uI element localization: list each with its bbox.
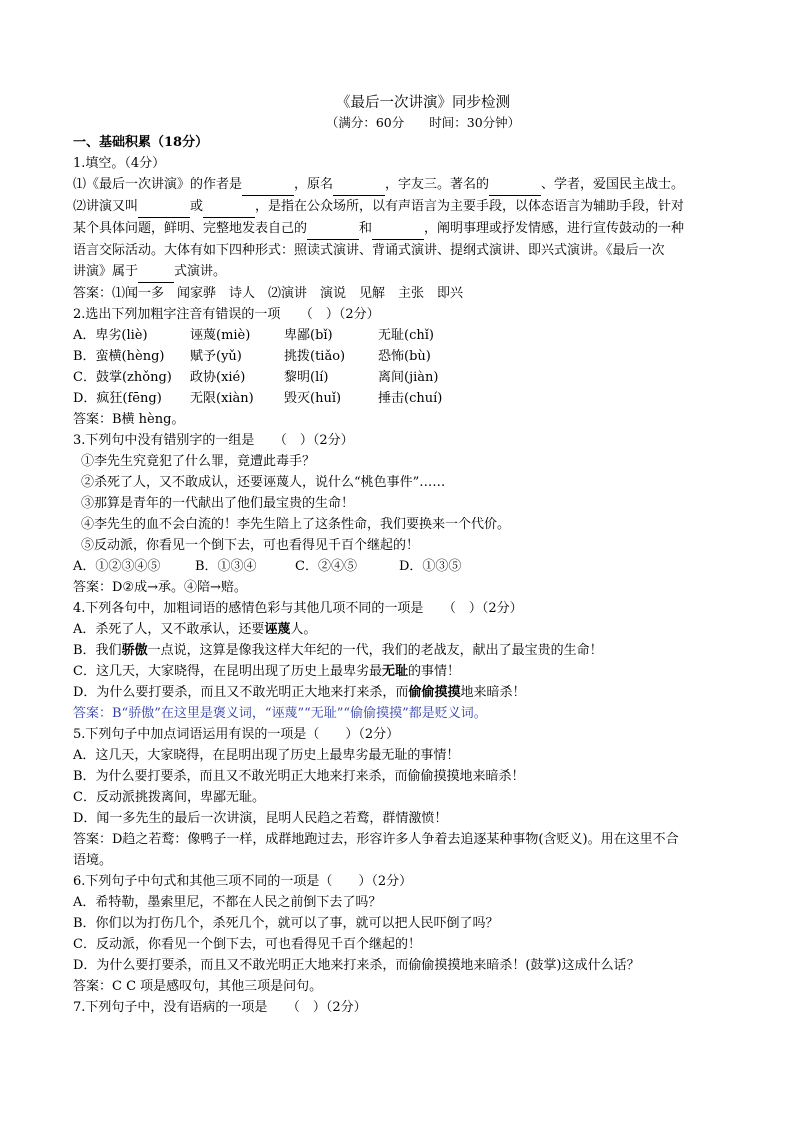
sentence-item: ④李先生的血不会白流的！李先生陪上了这条性命，我们要换来一个代价。 (81, 517, 511, 532)
option-b: B．为什么要打要杀，而且又不敢光明正大地来打来杀，而偷偷摸摸地来暗杀！ (73, 769, 525, 784)
option-cell: 捶击(chuí) (378, 391, 443, 406)
question-3-answer: 答案：D②成→承。④陪→赔。 (73, 580, 247, 595)
question-3-stem: 3.下列句中没有错别字的一组是 （ ）（2分） (73, 433, 354, 448)
option-cell: D．疯狂(fēng) (73, 391, 162, 406)
option-cell: 诬蔑(miè) (190, 328, 251, 343)
page-subtitle: （满分：60分 时间：30分钟） (325, 115, 521, 130)
option-cell: 无限(xiàn) (190, 391, 254, 406)
option-row-c (73, 367, 733, 388)
option-c: C．这几天，大家晓得，在昆明出现了历史上最卑劣最无耻的事情！ (73, 664, 460, 679)
question-5-stem: 5.下列句子中加点词语运用有误的一项是（ ）（2分） (73, 727, 400, 742)
question-6-answer: 答案：C C 项是感叹句，其他三项是问句。 (73, 979, 323, 994)
question-3-options (73, 556, 733, 577)
option-d: D．为什么要打要杀，而且又不敢光明正大地来打来杀，而偷偷摸摸地来暗杀！ (73, 685, 526, 700)
sentence-item: ⑤反动派，你看见一个倒下去，可也看得见千百个继起的！ (81, 538, 420, 553)
option-row-a (73, 325, 733, 346)
sentence-item: ①李先生究竟犯了什么罪，竟遭此毒手？ (81, 454, 316, 469)
question-6-stem: 6.下列句子中句式和其他三项不同的一项是（ ）（2分） (73, 874, 413, 889)
option-c: C．反动派，你看见一个倒下去，可也看得见千百个继起的！ (73, 937, 421, 952)
option-b: B．我们骄傲一点说，这算是像我这样大年纪的一代，我们的老战友，献出了最宝贵的生命！ (73, 643, 603, 658)
question-1-part-2-line-4: 讲演》属于 式演讲。 (73, 261, 733, 283)
option-cell: 挑拨(tiǎo) (284, 349, 346, 364)
page-title: 《最后一次讲演》同步检测 (336, 95, 510, 111)
option-cell: 毁灭(huǐ) (284, 391, 342, 406)
option-a: A．希特勒，墨索里尼，不都在人民之前倒下去了吗？ (73, 895, 382, 910)
question-1-answer: 答案：⑴闻一多 闻家骅 诗人 ⑵演讲 演说 见解 主张 即兴 (73, 286, 464, 301)
blank[interactable] (138, 196, 190, 218)
question-5-answer: 答案：D趋之若鹜：像鸭子一样，成群地跑过去，形容许多人争着去追逐某种事物(含贬义)。用在这里不合 (73, 832, 679, 847)
question-2-stem: 2.选出下列加粗字注音有错误的一项 （ ）（2分） (73, 307, 380, 322)
option-c: C．反动派挑拨离间，卑鄙无耻。 (73, 790, 265, 805)
choice-b[interactable]: B．①③④ (195, 559, 257, 574)
sentence-item: ③那算是青年的一代献出了他们最宝贵的生命！ (81, 496, 355, 511)
option-b: B．你们以为打伤几个，杀死几个，就可以了事，就可以把人民吓倒了吗？ (73, 916, 499, 931)
blank[interactable] (372, 218, 424, 240)
option-cell: 离间(jiàn) (378, 370, 439, 385)
option-cell: 无耻(chǐ) (378, 328, 434, 343)
blank[interactable] (242, 174, 294, 196)
question-5-answer-cont: 语境。 (73, 853, 113, 868)
question-1-part-2-line-2: 某个具体问题，鲜明、完整地发表自己的 和 ，阐明事理或抒发情感，进行宣传鼓动的一种 (73, 218, 733, 240)
blank[interactable] (307, 218, 359, 240)
option-d: D．为什么要打要杀，而且又不敢光明正大地来打来杀，而偷偷摸摸地来暗杀！(鼓掌)这成什么话？ (73, 958, 640, 973)
question-1-part-1: ⑴《最后一次讲演》的作者是 ，原名 ，字友三。著名的 、学者，爱国民主战士。 (73, 174, 733, 196)
question-2-answer: 答案：B横 hèng。 (73, 412, 185, 427)
option-cell: 政协(xié) (190, 370, 246, 385)
option-cell: 卑鄙(bǐ) (284, 328, 333, 343)
option-cell: B．蛮横(hèng) (73, 349, 165, 364)
option-cell: C．鼓掌(zhǒng) (73, 370, 172, 385)
question-1-stem: 1.填空。（4分） (73, 156, 166, 171)
option-cell: 恐怖(bù) (378, 349, 431, 364)
sentence-item: ②杀死了人，又不敢成认，还要诬蔑人，说什么“桃色事件”…… (81, 475, 446, 490)
option-a: A．这几天，大家晓得，在昆明出现了历史上最卑劣最无耻的事情！ (73, 748, 460, 763)
question-1-part-2-line-3: 语言交际活动。大体有如下四种形式：照读式演讲、背诵式演讲、提纲式演讲、即兴式演讲。《最后一次 (73, 243, 665, 258)
blank[interactable] (333, 174, 385, 196)
choice-d[interactable]: D．①③⑤ (399, 559, 462, 574)
option-d: D．闻一多先生的最后一次讲演，昆明人民趋之若鹜，群情激愤！ (73, 811, 448, 826)
blank[interactable] (203, 196, 255, 218)
question-1-part-2: ⑵讲演又叫 或 ，是指在公众场所，以有声语言为主要手段，以体态语言为辅助手段，针对 (73, 196, 733, 218)
option-a: A．杀死了人，又不敢承认，还要诬蔑人。 (73, 622, 317, 637)
blank[interactable] (138, 261, 174, 283)
section-heading: 一、基础积累（18分） (73, 135, 209, 150)
question-7-stem: 7.下列句子中，没有语病的一项是 （ ）（2分） (73, 1000, 367, 1015)
choice-c[interactable]: C．②④⑤ (295, 559, 357, 574)
blank[interactable] (489, 174, 541, 196)
question-4-stem: 4.下列各句中，加粗词语的感情色彩与其他几项不同的一项是 （ ）（2分） (73, 601, 523, 616)
question-4-answer: 答案：B“骄傲”在这里是褒义词，“诬蔑”“无耻”“偷偷摸摸”都是贬义词。 (73, 706, 487, 721)
option-row-b (73, 346, 733, 367)
worksheet-page (73, 94, 733, 1018)
option-row-d (73, 388, 733, 409)
option-cell: 赋予(yǔ) (190, 349, 242, 364)
option-cell: 黎明(lí) (284, 370, 329, 385)
choice-a[interactable]: A．①②③④⑤ (73, 559, 161, 574)
option-cell: A．卑劣(liè) (73, 328, 148, 343)
